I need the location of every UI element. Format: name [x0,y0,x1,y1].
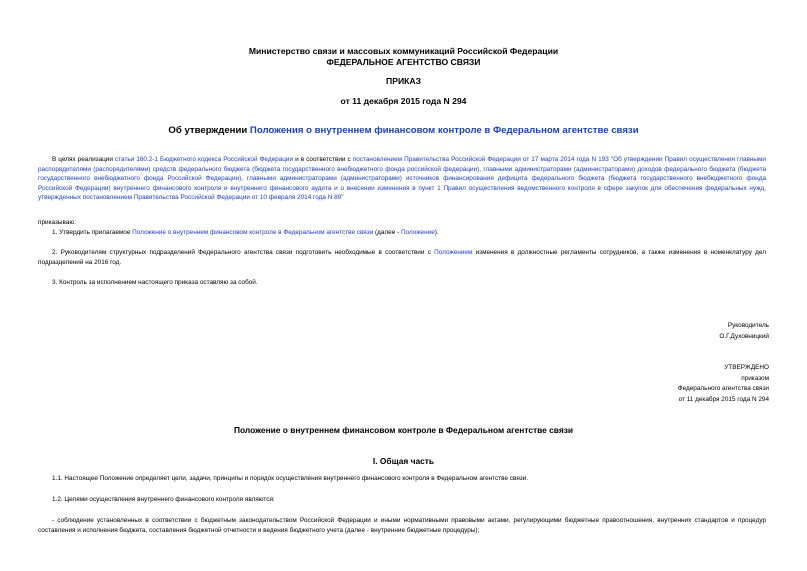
regulation-short-link[interactable]: Положение [400,229,435,236]
preamble-text-1: В целях реализации [52,156,115,163]
preamble [38,155,766,203]
item-1-text-2: (далее - [373,229,401,236]
section-heading: I. Общая часть [372,456,435,466]
doc-date: от 11 декабря 2015 года N 294 [340,96,467,106]
item-2-text-2: изменения в должностные регламенты сотрудников, а также изменения в номенклатуру дел подразделений на 2016 год. [38,249,766,266]
orders-word: приказываю: [38,219,76,226]
clause-1-2: 1.2. Целями осуществления внутреннего финансового контроля являются: [52,496,275,503]
clause-1-2-item: - соблюдение установленных в соответствии с бюджетным законодательством Российской Федерации и иными нормативными правовыми актами, регулирующими бюджетные правоотношения, внутренних стандартов и процедур составления и исполнения бюджета, составления бюджетной отчетности и ведения бюджетного учета (далее - внутренние бюджетные процедуры); [38,517,766,534]
signature-name: О.Г.Духовницкий [719,332,769,340]
regulation-link[interactable]: Положение о внутреннем финансовом контроле в Федеральном агентстве связи [132,229,374,236]
doc-title [0,125,807,136]
item-2-text: 2. Руководителям структурных подразделений Федерального агентства связи подготовить необходимые в соответствии с [52,249,435,256]
signature-block [719,321,769,342]
agency-name: ФЕДЕРАЛЬНОЕ АГЕНТСТВО СВЯЗИ [326,57,481,67]
item-2 [38,248,766,267]
approval-block [678,363,769,405]
approval-line-1: УТВЕРЖДЕНО [724,364,769,371]
approval-line-3: Федерального агентства связи [677,385,769,393]
approval-line-4: от 11 декабря 2015 года N 294 [678,395,769,403]
ministry-name: Министерство связи и массовых коммуникаций Российской Федерации [248,46,559,56]
government-decree-link[interactable]: постановлением Правительства Российской Федерации от 17 марта 2014 года N 193 "Об утверждении Правил осуществления главными распорядителями (распорядителями) средств федерального бюджета (бюджета государственного внебюджетного фонда российской федерации), главными администраторами (администраторами) доходов федерального бюджета (бюджета государственного внебюджетного фонда Российской Федерации), главными администраторами (администраторами) источников финансирования дефицита федерального бюджета (бюджета государственного внебюджетного фонда Российской Федерации) внутреннего финансового контроля и внутреннего финансового аудита и о внесении изменения в пункт 1 Правил осуществления ведомственного контроля в сфере закупок для обеспечения федеральных нужд, утвержденных постановлением Правительства Российской Федерации от 10 февраля 2014 года N 89" [38,156,766,202]
signature-role: Руководитель [727,322,769,329]
item-3: 3. Контроль за исполнением настоящего приказа оставляю за собой. [52,279,258,286]
approval-line-2: приказом [741,374,769,382]
item-1 [38,228,766,238]
item-1-text-3: ). [434,229,439,236]
item-1-text: 1. Утвердить прилагаемое [52,229,133,236]
doc-title-prefix: Об утверждении [168,125,250,136]
doc-type: ПРИКАЗ [386,76,421,86]
regulation-title: Положение о внутреннем финансовом контроле в Федеральном агентстве связи [233,425,574,435]
regulation-link-2[interactable]: Положением [434,249,473,256]
clause-1-1: 1.1. Настоящее Положение определяет цели, задачи, принципы и порядок осуществления внутреннего финансового контроля в Федеральном агентстве связи. [52,475,529,482]
budget-code-link[interactable]: статьи 160.2-1 Бюджетного кодекса Российской Федерации [114,156,294,163]
preamble-text-2: и в соответствии с [293,156,353,163]
doc-title-link[interactable]: Положения о внутреннем финансовом контроле в Федеральном агентстве связи [249,125,639,136]
